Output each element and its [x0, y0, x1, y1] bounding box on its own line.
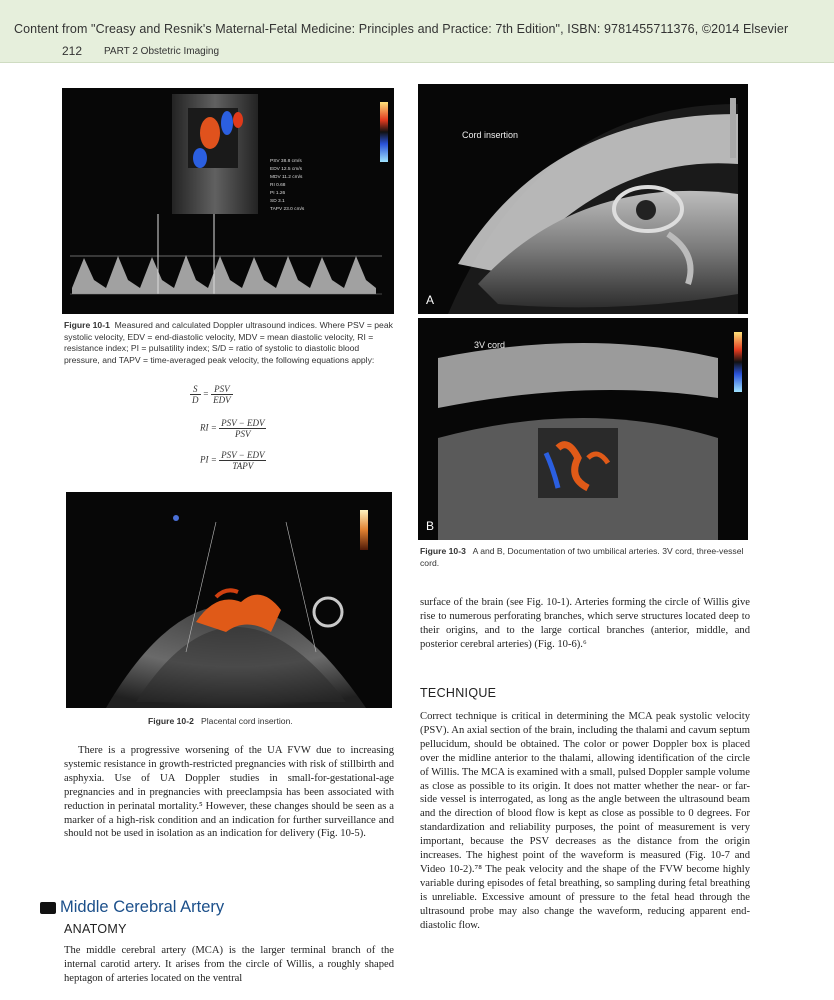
figure-10-2-caption — [148, 716, 388, 728]
equation-sd: $\frac{S}{D}$ = $\frac{\text{PSV}}{\text{EDV}}$ — [192, 384, 231, 405]
anatomy-text — [64, 944, 394, 986]
eq2-num: PSV − EDV — [221, 418, 265, 428]
sd-readout: SD 3.1 — [270, 199, 285, 204]
figure-10-1-caption — [64, 320, 394, 366]
doppler-figure — [62, 88, 394, 314]
ua-paragraph: There is a progressive worsening of the UA FVW due to increasing systemic resistance in growth-restricted pregnancies with risk of stillbirth and asphyxia. Use of UA Doppler studies in small-for-gestational-age pregnancies and in pregnancies with preeclampsia has been associated with reduction in perinatal mortality.⁵ However, these changes should be seen as a marker of a high-risk condition and an indication for further surveillance and should not be used in isolation as an indication for delivery (Fig. 10-5). — [64, 745, 394, 840]
figure-10-3-caption — [420, 546, 750, 569]
cord-insertion-figure-a — [418, 84, 748, 314]
source-citation: Content from "Creasy and Resnik's Maternal-Fetal Medicine: Principles and Practice: 7th Edition", ISBN: 9781455711376, ©2014 Elsevier — [14, 22, 789, 36]
doppler-image — [62, 88, 394, 314]
ri-readout: RI 0.68 — [270, 183, 286, 188]
figure-10-2-text: Placental cord insertion. — [201, 716, 293, 726]
eq1-lhs-num: S — [190, 384, 201, 395]
equation-pi — [200, 450, 266, 471]
section-heading — [40, 898, 224, 917]
eq2-den: PSV — [235, 429, 251, 439]
anatomy-heading: ANATOMY — [64, 922, 127, 936]
anatomy-paragraph: The middle cerebral artery (MCA) is the larger terminal branch of the internal carotid artery. It arises from the circle of Willis, a roughly shaped heptagon of arteries located on the ventral — [64, 945, 394, 984]
pi-readout: PI 1.26 — [270, 191, 286, 196]
figure-10-3-text: A and B, Documentation of two umbilical arteries. 3V cord, three-vessel cord. — [420, 546, 744, 568]
psv-readout: PSV 38.8 cm/s — [270, 159, 302, 164]
figure-10-1-text: Measured and calculated Doppler ultrasound indices. Where PSV = peak systolic velocity, EDV = end-diastolic velocity, MDV = mean diastolic velocity, RI = resistance index; PI = pulsatility index; S/D = ratio of systolic to diastolic blood pressure, and TAPV = time-averaged peak velocity, the following equations apply: — [64, 320, 393, 365]
technique-text — [420, 710, 750, 933]
eq1-num: PSV — [211, 384, 233, 395]
three-vessel-image-b — [418, 318, 748, 540]
section-icon — [40, 902, 56, 914]
eq3-num: PSV − EDV — [221, 450, 265, 460]
equation-ri — [200, 418, 266, 439]
circle-of-willis-paragraph: surface of the brain (see Fig. 10-1). Arteries forming the circle of Willis give rise to numerous perforating branches, which serve structures located deep to their origins, and to the large cortical branches (anterior, middle, and posterior cerebral arteries) (Fig. 10-6).⁶ — [420, 597, 750, 650]
running-header: PART 2 Obstetric Imaging — [104, 46, 220, 57]
placental-cord-image — [66, 492, 392, 708]
eq1-lhs-den: D — [192, 395, 199, 405]
section-title: Middle Cerebral Artery — [60, 898, 225, 916]
placental-cord-figure — [66, 492, 392, 708]
three-vessel-figure-b — [418, 318, 748, 540]
edv-readout: EDV 12.5 cm/s — [270, 167, 302, 172]
technique-paragraph: Correct technique is critical in determining the MCA peak systolic velocity (PSV). An axial section of the brain, including the thalami and cavum septum pellucidum, should be obtained. The color or power Doppler box is placed over the midline anterior to the thalami, allowing identification of the circle of Willis. The MCA is examined with a small, pulsed Doppler sample volume as close as possible to its origin. It does not matter whether the near- or far-side vessel is interrogated, as long as the angle between the ultrasound beam and the direction of blood flow is kept as close as possible to 0 degrees. For standardization and reliability purposes, the point of measurement is very important, because the PSV decreases as the distance from the origin increases. The highest point of the waveform is measured (Fig. 10-7 and Video 10-2).⁷⁸ The peak velocity and the shape of the FVW become highly variable during episodes of fetal breathing, so sampling during fetal breathing is unreliable. Excessive amount of pressure to the fetal head through the ultrasound probe may also change the waveform, reducing apparent end-diastolic flow. — [420, 711, 750, 931]
eq1-den: EDV — [213, 395, 231, 405]
three-vessel-label: 3V cord — [474, 340, 506, 350]
figure-10-3-label: Figure 10-3 — [420, 546, 466, 556]
technique-heading: TECHNIQUE — [420, 686, 497, 700]
eq3-den: TAPV — [232, 461, 254, 471]
cord-insertion-image-a — [418, 84, 748, 314]
eq3-lhs: PI = — [200, 454, 217, 465]
source-banner — [0, 0, 834, 63]
panel-a-label: A — [426, 293, 435, 307]
figure-10-2-label: Figure 10-2 — [148, 716, 194, 726]
mdv-readout: MDV 11.2 cm/s — [270, 175, 303, 180]
tapv-readout: TAPV 23.0 cm/s — [270, 207, 305, 212]
cord-insertion-label: Cord insertion — [462, 130, 519, 140]
page-number: 212 — [62, 44, 83, 58]
left-column-text — [64, 744, 394, 841]
figure-10-1-label: Figure 10-1 — [64, 320, 110, 330]
eq2-lhs: RI = — [200, 422, 217, 433]
panel-b-label: B — [426, 519, 435, 533]
right-column-text-1 — [420, 596, 750, 652]
